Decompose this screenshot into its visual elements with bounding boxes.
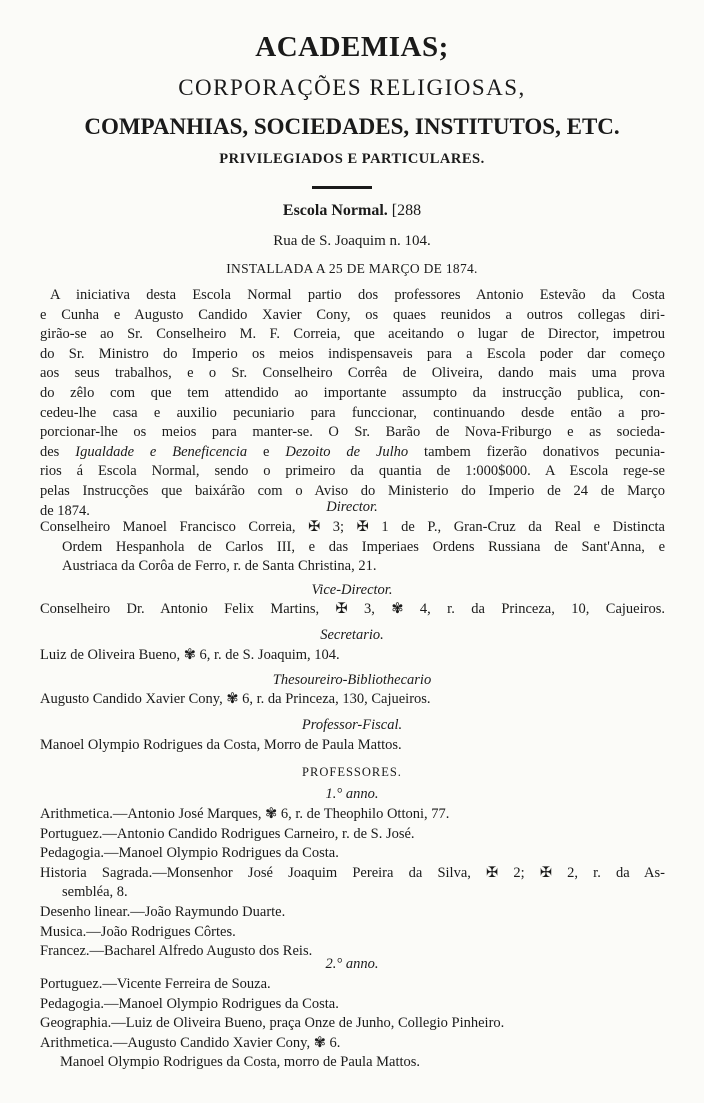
professor-line: Manoel Olympio Rodrigues da Costa, morro de Paula Mattos. — [60, 1054, 421, 1071]
professor-line: Geographia.—Luiz de Oliveira Bueno, praça Onze de Junho, Collegio Pinheiro. — [40, 1015, 505, 1032]
secretary-entry — [40, 646, 665, 666]
school-number: [288 — [391, 202, 422, 219]
treasurer-entry — [40, 690, 665, 710]
section-professors: PROFESSORES. — [302, 765, 402, 779]
director-entry — [40, 518, 665, 577]
professor-line: Arithmetica.—Antonio José Marques, ✾ 6, r. de Theophilo Ottoni, 77. — [40, 806, 450, 822]
intro-line: A iniciativa desta Escola Normal partio dos professores Antonio Estevão da Costa — [50, 287, 665, 303]
entry-line: Manoel Olympio Rodrigues da Costa, Morro de Paula Mattos. — [40, 737, 402, 753]
section-year2: 2.° anno. — [325, 956, 379, 972]
section-director: Director. — [326, 499, 378, 515]
section-fiscal: Professor-Fiscal. — [301, 717, 403, 733]
intro-line: e Cunha e Augusto Candido Xavier Cony, os quaes reunidos a outros collegas diri- — [40, 306, 665, 323]
subtitle-privilegiados: PRIVILEGIADOS E PARTICULARES. — [219, 151, 485, 167]
professor-line: Desenho linear.—João Raymundo Duarte. — [40, 903, 286, 920]
intro-line: porcionar-lhe os meios para manter-se. O Sr. Barão de Nova-Friburgo e as socieda- — [40, 424, 665, 441]
intro-line: do zêlo com que tem attendido ao importante assumpto da instrucção publica, con- — [40, 384, 665, 401]
professor-line: Portuguez.—Antonio Candido Rodrigues Carneiro, r. de S. José. — [40, 825, 415, 842]
section-year1: 1.° anno. — [325, 786, 379, 802]
intro-paragraph — [40, 286, 665, 521]
vice-director-entry — [40, 600, 665, 620]
entry-line: Conselheiro Dr. Antonio Felix Martins, ✠ 3, ✾ 4, r. da Princeza, 10, Cajueiros. — [40, 601, 665, 617]
professor-line: Pedagogia.—Manoel Olympio Rodrigues da Costa. — [40, 845, 339, 862]
professor-line: Portuguez.—Vicente Ferreira de Souza. — [40, 976, 271, 992]
intro-line: pelas Instrucções que baixárão com o Aviso do Ministerio do Imperio de 24 de Março — [40, 482, 665, 499]
professor-line: Francez.—Bacharel Alfredo Augusto dos Reis. — [40, 943, 313, 960]
section-treasurer: Thesoureiro-Bibliothecario — [272, 672, 432, 688]
entry-line: Austriaca da Corôa de Ferro, r. de Santa Christina, 21. — [62, 558, 377, 575]
subtitle-companhias: COMPANHIAS, SOCIEDADES, INSTITUTOS, ETC. — [84, 114, 620, 139]
professor-line: Pedagogia.—Manoel Olympio Rodrigues da Costa. — [40, 995, 339, 1012]
professor-line: sembléa, 8. — [62, 884, 128, 901]
professor-line: Historia Sagrada.—Monsenhor José Joaquim Pereira da Silva, ✠ 2; ✠ 2, r. da As- — [40, 864, 665, 881]
divider-rule — [312, 186, 372, 189]
entry-line: Augusto Candido Xavier Cony, ✾ 6, r. da Princeza, 130, Cajueiros. — [40, 691, 431, 707]
professor-line: Arithmetica.—Augusto Candido Xavier Cony, ✾ 6. — [40, 1034, 341, 1051]
page-title: ACADEMIAS; — [255, 31, 449, 63]
section-secretary: Secretario. — [320, 627, 384, 643]
intro-line: aos seus trabalhos, e o Sr. Conselheiro Corrêa de Oliveira, dando mais uma prova — [40, 365, 665, 382]
year2-list — [40, 975, 665, 1073]
year1-list — [40, 805, 665, 962]
school-heading — [0, 200, 704, 222]
entry-line: Luiz de Oliveira Bueno, ✾ 6, r. de S. Joaquim, 104. — [40, 647, 340, 663]
society-name-igualdade: Igualdade e Beneficencia — [75, 443, 248, 460]
intro-line: do Sr. Ministro do Imperio os meios indispensaveis para a Escola poder dar começo — [40, 345, 665, 362]
intro-line: des Igualdade e Beneficencia e Dezoito de Julho tambem fizerão donativos pecunia- — [40, 443, 665, 460]
fiscal-entry — [40, 736, 665, 756]
subtitle-corporacoes: CORPORAÇÕES RELIGIOSAS, — [178, 75, 526, 100]
entry-line: Conselheiro Manoel Francisco Correia, ✠ 3; ✠ 1 de P., Gran-Cruz da Real e Distincta — [40, 519, 665, 535]
professor-line: Musica.—João Rodrigues Côrtes. — [40, 923, 236, 940]
entry-line: Ordem Hespanhola de Carlos III, e das Imperiaes Ordens Russiana de Sant'Anna, e — [62, 538, 665, 555]
school-installed: INSTALLADA A 25 DE MARÇO DE 1874. — [226, 261, 478, 276]
intro-line: de 1874. — [40, 502, 90, 519]
intro-line: rios á Escola Normal, sendo o primeiro da quantia de 1:000$000. A Escola rege-se — [40, 463, 665, 480]
school-name: Escola Normal. — [282, 202, 388, 219]
society-name-dezoito: Dezoito de Julho — [285, 443, 409, 460]
section-vice-director: Vice-Director. — [311, 582, 393, 598]
intro-line: girão-se ao Sr. Conselheiro M. F. Correia, que aceitando o lugar de Director, impetrou — [40, 326, 665, 343]
school-address: Rua de S. Joaquim n. 104. — [273, 233, 431, 249]
intro-line: cedeu-lhe casa e auxilio pecuniario para funccionar, continuando desde então a pro- — [40, 404, 665, 421]
